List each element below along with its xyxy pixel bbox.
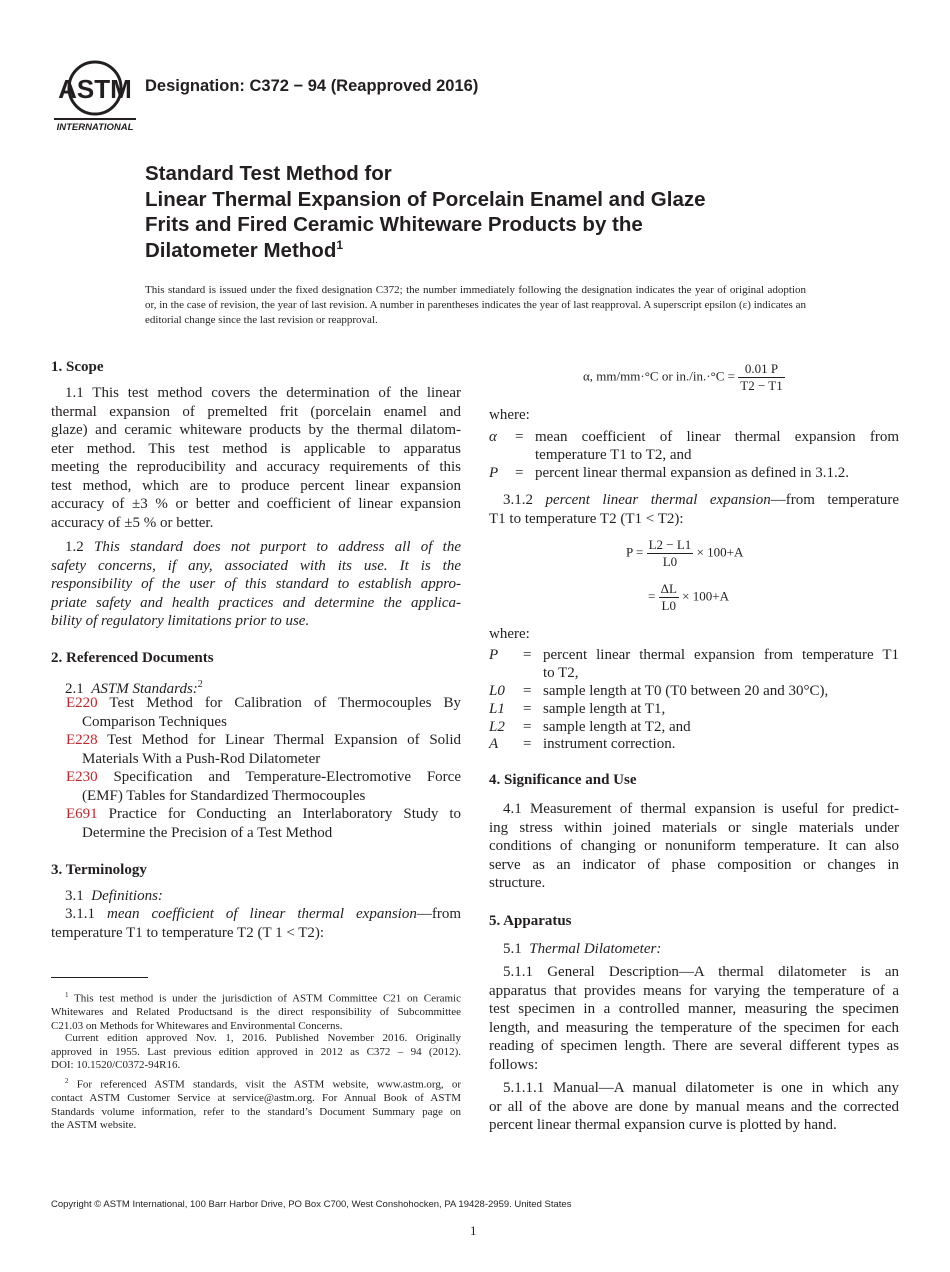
fn1-text: This test method is under the jurisdiction of ASTM Committee C21 on Ceramic [74,992,461,1005]
def-symbol: L1 [489,701,505,717]
s1-2-line: responsibility of the user of this standard to establish appro- [51,576,461,592]
section-5-1-1 [489,963,899,1074]
fn1b-line: approved in 1955. Last previous edition approved in 2012 as C372 – 94 (2012). [51,1045,461,1058]
def-equals: = [523,701,532,717]
s1-1-line: glaze) and ceramic whiteware products by the thermal dilatom- [51,422,461,438]
section-5-1-1-1 [489,1079,899,1135]
s1-1-line: test method, which are to produce percent linear expansion [51,477,461,494]
s3-1-1-line2: temperature T1 to temperature T2 (T 1 < T2): [51,924,325,941]
title-line-4 [145,238,845,264]
ref-title: Specification and Temperature-Electromotive Force [113,769,461,785]
eq3-denominator: L0 [661,598,676,613]
s5-1-1-line: follows: [489,1056,539,1073]
equation-1 [583,361,785,394]
title-line-4-text: Dilatometer Method [145,238,337,262]
footnote-1-edition [51,1032,461,1073]
eq2-denominator: L0 [662,554,678,569]
s3-1-label: Definitions: [91,888,163,904]
reference-item [66,768,461,805]
s1-1-line: thermal expansion of premelted frit (porcelain enamel and [51,403,461,420]
fn1-line: C21.03 on Methods for Whitewares and Environmental Concerns. [51,1019,343,1032]
copyright-footer: Copyright © ASTM International, 100 Barr Harbor Drive, PO Box C700, West Conshohocken, PA 19428-2959. United States [51,1199,572,1210]
s4-1-line: 4.1 Measurement of thermal expansion is useful for predict- [503,801,899,817]
title-footnote-mark: 1 [336,237,344,252]
eq3-rhs: × 100+A [682,588,729,604]
def-equals: = [515,465,524,481]
astm-logo-icon [54,58,136,136]
ref-title-cont: Materials With a Push-Rod Dilatometer [82,750,321,767]
s5-1-1-line: test specimen in a controlled manner, measuring the specimen [489,1001,899,1017]
fn1-line [51,989,461,1006]
s3-1-2-term: percent linear thermal expansion [545,492,771,508]
logo-sub-text: INTERNATIONAL [56,122,134,133]
ref-title-cont: Comparison Techniques [82,713,227,730]
definition-row [489,646,899,684]
ref-title: Practice for Conducting an Interlaboratory Study to [108,806,461,822]
s4-1-line: structure. [489,875,546,891]
section-3-1-1 [51,905,461,942]
eq2-fraction [647,537,694,570]
fn2-line [51,1075,461,1092]
definition-row [489,464,899,484]
s3-1-1-line1 [51,905,461,924]
def-text: sample length at T1, [543,701,666,717]
designation: Designation: C372 − 94 (Reapproved 2016) [145,77,479,95]
section-5-1 [503,940,661,959]
s1-1-line: 1.1 This test method covers the determination of the linear [65,385,461,401]
s4-1-line: conditions of changing or nonuniform temperature. It can also [489,838,899,854]
s1-1-line: meeting the reproducibility and accuracy requirements of this [51,459,461,475]
s2-1-sup: 2 [197,679,203,690]
s3-1-1-term: mean coefficient of linear thermal expansion [106,906,417,922]
reference-item [66,805,461,842]
s1-2-line-wrap [51,594,461,613]
astm-logo [54,58,136,136]
ref-line-1 [66,768,461,787]
reference-item [66,694,461,731]
fn1-mark: 1 [65,991,69,999]
s5-1-1-line: reading of specimen length. There are several different types as [489,1038,899,1054]
s2-1-label: ASTM Standards: [91,681,198,697]
eq1-fraction [738,361,784,394]
def-text: sample length at T2, and [543,719,691,735]
fn2-mark: 2 [65,1077,69,1085]
def-symbol: P [489,465,499,481]
def-text-cont: temperature T1 to T2, and [535,447,692,463]
def-text: mean coefficient of linear thermal expansion from [535,429,899,445]
s5-1-num: 5.1 [503,941,522,957]
fn2-line: contact ASTM Customer Service at service@astm.org. For Annual Book of ASTM [51,1092,461,1105]
fn1b-line: Current edition approved Nov. 1, 2016. Published November 2016. Originally [65,1032,461,1044]
ref-title-cont: (EMF) Tables for Standardized Thermocouples [82,787,366,804]
s1-2-first-line [51,538,461,557]
def-text: sample length at T0 (T0 between 20 and 30°C), [543,683,829,699]
ref-code-link[interactable]: E691 [66,806,98,822]
section-3-1 [65,887,163,906]
intro-paragraph: This standard is issued under the fixed designation C372; the number immediately following the designation indicates the year of original adoption or, in the case of revision, the year of last revision. A number in parentheses indicates the year of last reapproval. A superscript epsilon (ε) indicates an editorial change since the last revision or reapproval. [145,284,806,326]
ref-line-1 [66,694,461,713]
def-equals: = [523,719,532,735]
eq3-lhs: = [648,588,656,604]
s4-1-line: ing stress within joined materials or single materials under [489,819,899,836]
section-4-heading: 4. Significance and Use [489,772,637,788]
logo-mark-text: ASTM [58,74,132,104]
s1-2-line: safety concerns, if any, associated with its use. It is the [51,557,461,574]
footnote-rule [51,977,148,978]
s5-1-1-1-line: 5.1.1.1 Manual—A manual dilatometer is one in which any [503,1080,899,1096]
eq2-lhs: P = [626,544,644,560]
definition-row [489,735,899,755]
def-text: instrument correction. [543,736,676,752]
page-number: 1 [470,1223,477,1238]
s3-1-2-rest: —from temperature [770,492,900,508]
s3-1-1-rest: —from [416,906,461,922]
section-1-2 [51,538,461,631]
s1-2-line: This standard does not purport to address all of the [94,539,461,555]
def-symbol: P [489,647,499,663]
s1-2-num: 1.2 [65,539,84,555]
definition-row [489,428,899,466]
section-1-heading: 1. Scope [51,359,104,375]
eq1-lhs: α, mm/mm·°C or in./in.·°C = [583,368,736,384]
fn2-line: Standards volume information, refer to the standard’s Document Summary page on [51,1105,461,1118]
s3-1-1-num: 3.1.1 [65,906,95,922]
s1-1-line: eter method. This test method is applicable to apparatus [51,440,461,457]
reference-item [66,731,461,768]
def-equals: = [515,429,524,445]
eq2-rhs: × 100+A [696,544,744,560]
def-symbol: L0 [489,683,505,699]
ref-title: Test Method for Calibration of Thermocouples By [109,695,461,711]
ref-code-link[interactable]: E228 [66,732,98,748]
where-2: where: [489,626,530,642]
ref-title: Test Method for Linear Thermal Expansion of Solid [107,732,461,748]
fn2-text: For referenced ASTM standards, visit the ASTM website, www.astm.org, or [76,1078,461,1091]
s1-2-line-wrap [51,575,461,594]
s1-2-line: priate safety and health practices and determine the applica- [51,594,461,611]
fn2-line: the ASTM website. [51,1119,137,1132]
definition-row [489,700,899,720]
s1-2-line-wrap [51,557,461,576]
title-line-3: Frits and Fired Ceramic Whiteware Products by the [145,213,643,236]
s3-1-2-line1 [489,491,899,510]
definition-row [489,682,899,702]
ref-title-cont: Determine the Precision of a Test Method [82,824,333,841]
s3-1-num: 3.1 [65,888,84,904]
eq2-numerator: L2 − L1 [648,537,692,552]
ref-line-1 [66,731,461,750]
section-2-heading: 2. Referenced Documents [51,650,214,666]
title-line-2: Linear Thermal Expansion of Porcelain Enamel and Glaze [145,187,706,211]
s3-1-2-line2: T1 to temperature T2 (T1 < T2): [489,510,684,527]
footnote-2 [51,1075,461,1133]
s5-1-1-1-line: percent linear thermal expansion curve is plotted by hand. [489,1117,837,1133]
fn1b-line: DOI: 10.1520/C0372-94R16. [51,1059,181,1071]
equation-3 [648,581,729,614]
def-text: percent linear thermal expansion from temperature T1 [543,647,899,663]
s5-1-1-line: apparatus that provides means for varying the temperature of a [489,982,899,999]
section-5-heading: 5. Apparatus [489,913,572,929]
def-symbol: A [489,736,499,752]
s1-1-line: accuracy of ±3 % or better and coefficient of linear expansion [51,496,461,512]
ref-code-link[interactable]: E220 [66,695,98,711]
s4-1-line: serve as an indicator of phase composition or changes in [489,856,899,873]
section-4-1 [489,800,899,893]
def-equals: = [523,683,532,699]
title-line-1: Standard Test Method for [145,162,392,185]
ref-code-link[interactable]: E230 [66,769,98,785]
s5-1-1-1-line: or all of the above are done by manual means and the corrected [489,1098,899,1115]
def-text: percent linear thermal expansion as defined in 3.1.2. [535,465,850,481]
def-equals: = [523,647,532,663]
s1-1-line: accuracy of ±5 % or better. [51,514,214,531]
section-1-1 [51,384,461,532]
document-title [145,161,845,263]
def-symbol: α [489,429,497,445]
s5-1-1-line: 5.1.1 General Description—A thermal dilatometer is an [503,964,899,980]
s1-2-line: bility of regulatory limitations prior to use. [51,613,310,629]
s1-2-line-wrap [51,612,461,631]
def-text-cont: to T2, [543,665,579,681]
section-3-1-2 [489,491,899,528]
s2-1-num: 2.1 [65,681,84,697]
eq1-numerator: 0.01 P [738,361,784,378]
section-3-heading: 3. Terminology [51,862,147,878]
where-1: where: [489,407,530,423]
ref-line-1 [66,805,461,824]
s5-1-label: Thermal Dilatometer: [529,941,662,957]
footnote-1 [51,989,461,1033]
eq3-fraction [659,581,679,614]
def-equals: = [523,736,532,752]
eq1-denominator: T2 − T1 [740,378,783,393]
fn1-line: Whitewares and Related Productsand is the direct responsibility of Subcommittee [51,1006,461,1019]
def-symbol: L2 [489,719,505,735]
eq3-numerator: ΔL [660,581,677,596]
s5-1-1-line: length, and measuring the temperature of the specimen for each [489,1019,899,1036]
s3-1-2-num: 3.1.2 [503,492,533,508]
equation-2 [626,537,743,570]
